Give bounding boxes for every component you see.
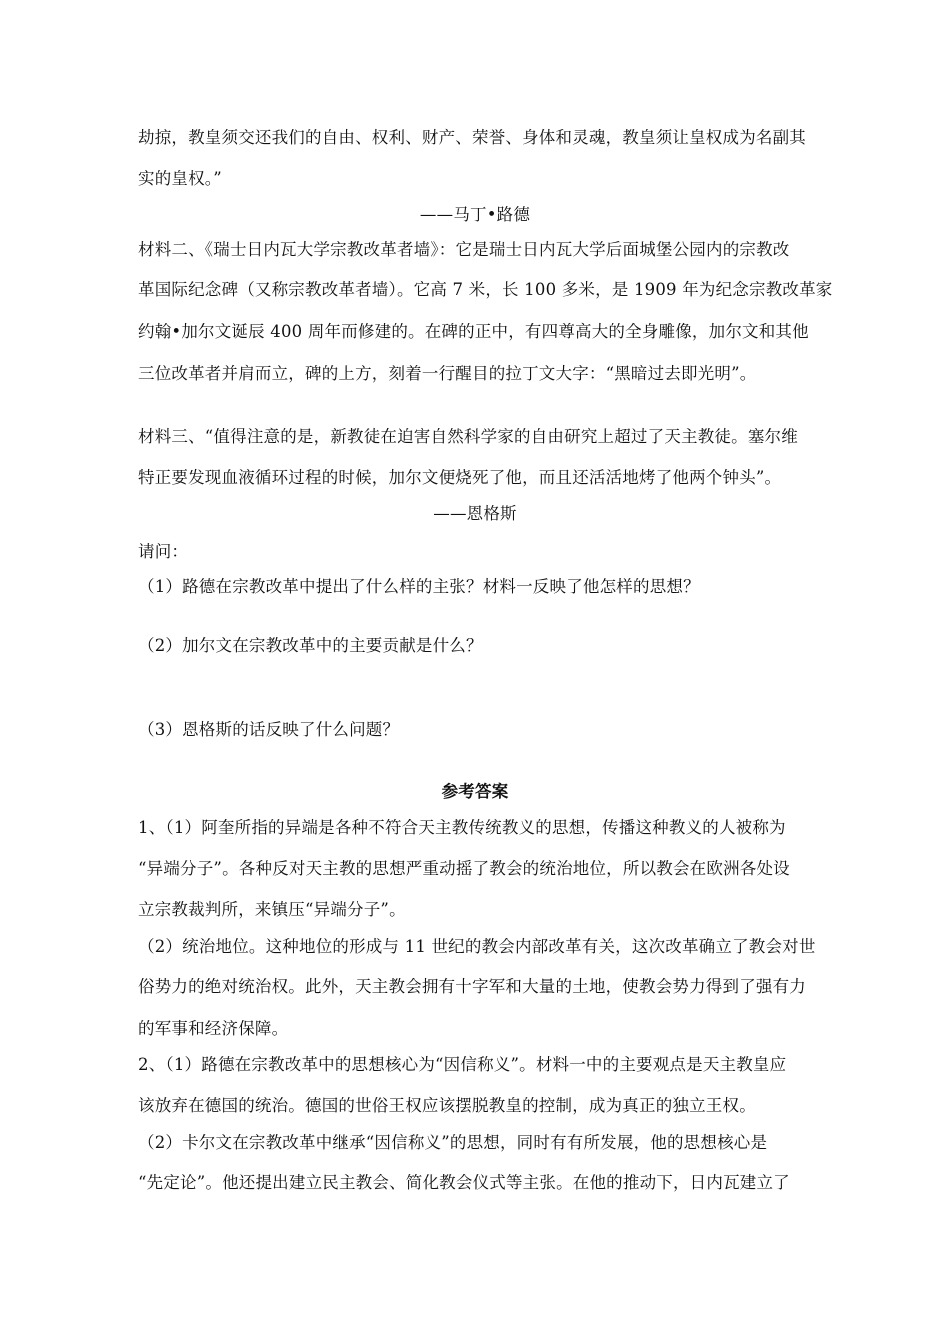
answer-1-line2: “异端分子”。各种反对天主教的思想严重动摇了教会的统治地位，所以教会在欧洲各处设 — [138, 859, 790, 878]
answer-1-line1: 1、（1）阿奎所指的异端是各种不符合天主教传统教义的思想，传播这种教义的人被称为 — [138, 818, 786, 837]
question-3: （3）恩格斯的话反映了什么问题？ — [138, 720, 400, 739]
question-2: （2）加尔文在宗教改革中的主要贡献是什么？ — [138, 636, 483, 655]
material2-line1: 材料二、《瑞士日内瓦大学宗教改革者墙》：它是瑞士日内瓦大学后面城堡公园内的宗教改 — [138, 240, 790, 259]
material3-attribution: ——恩格斯 — [433, 504, 517, 523]
answer-1-line5: 俗势力的绝对统治权。此外，天主教会拥有十字军和大量的土地，使教会势力得到了强有力 — [138, 977, 806, 996]
questions-intro: 请问： — [138, 542, 189, 561]
material2-line4: 三位改革者并肩而立，碑的上方，刻着一行醒目的拉丁文大字：“黑暗过去即光明”。 — [138, 364, 757, 383]
material1-line2: 实的皇权。” — [138, 169, 222, 188]
answer-2-line4: “先定论”。他还提出建立民主教会、简化教会仪式等主张。在他的推动下，日内瓦建立了 — [138, 1173, 790, 1192]
material2-line3: 约翰•加尔文诞辰 400 周年而修建的。在碑的正中，有四尊高大的全身雕像，加尔文和其他 — [138, 322, 809, 341]
answer-1-line4: （2）统治地位。这种地位的形成与 11 世纪的教会内部改革有关，这次改革确立了教会对世 — [138, 937, 816, 956]
material1-line1: 劫掠，教皇须交还我们的自由、权利、财产、荣誉、身体和灵魂，教皇须让皇权成为名副其 — [138, 128, 806, 147]
answer-2-line2: 该放弃在德国的统治。德国的世俗王权应该摆脱教皇的控制，成为真正的独立王权。 — [138, 1096, 756, 1115]
material1-attribution: ——马丁•路德 — [419, 205, 531, 224]
material3-line2: 特正要发现血液循环过程的时候，加尔文便烧死了他，而且还活活地烤了他两个钟头”。 — [138, 468, 782, 487]
material3-line1: 材料三、“值得注意的是，新教徒在迫害自然科学家的自由研究上超过了天主教徒。塞尔维 — [138, 427, 798, 446]
answer-2-line1: 2、（1）路德在宗教改革中的思想核心为“因信称义”。材料一中的主要观点是天主教皇应 — [138, 1055, 787, 1074]
question-1: （1）路德在宗教改革中提出了什么样的主张？材料一反映了他怎样的思想？ — [138, 577, 700, 596]
material2-line2: 革国际纪念碑（又称宗教改革者墙）。它高 7 米，长 100 多米，是 1909 年为纪念宗教改革家 — [138, 280, 833, 299]
answer-1-line3: 立宗教裁判所，来镇压“异端分子”。 — [138, 900, 406, 919]
answer-2-line3: （2）卡尔文在宗教改革中继承“因信称义”的思想，同时有有所发展，他的思想核心是 — [138, 1133, 768, 1152]
answer-1-line6: 的军事和经济保障。 — [138, 1019, 289, 1038]
answers-heading: 参考答案 — [441, 782, 509, 801]
